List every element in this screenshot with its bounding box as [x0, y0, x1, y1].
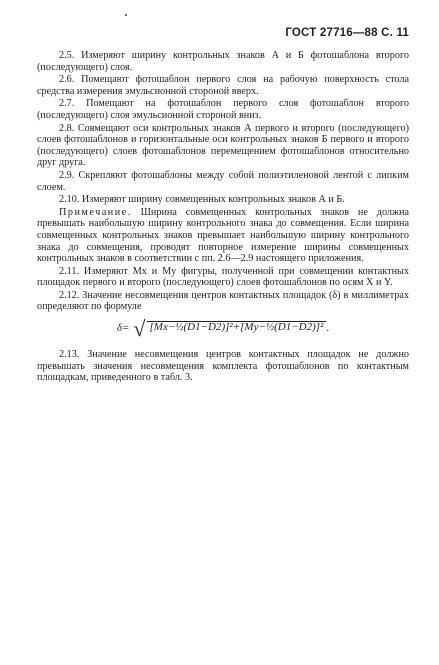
- formula: [37, 316, 409, 342]
- formula-end: .: [326, 322, 330, 335]
- paragraph-2-9: 2.9. Скрепляют фотошаблоны между собой полиэтиленовой лентой с липким слоем.: [37, 169, 409, 193]
- paragraph-2-8: 2.8. Совмещают оси контрольных знаков А первого и второго (последующего) слоев фотошаблонов и горизонтальные оси контрольных знаков Б первого и второго (последующего) слоев фотошаблонов перемещением фотошаблонов относительно друг друга.: [37, 122, 409, 169]
- paragraph-2-6: 2.6. Помещают фотошаблон первого слоя на рабочую поверхность стола средства измерения эмульсионной стороной вверх.: [37, 74, 409, 97]
- paragraph-2-12: 2.12. Значение несовмещения центров контактных площадок (δ) в миллиметрах определяют по формуле: [37, 289, 409, 313]
- formula-body: [Mx−½(D1−D2)]²+[My−½(D1−D2)]²: [147, 321, 327, 337]
- paragraph-2-10: 2.10. Измеряют ширину совмещенных контрольных знаков А и Б.: [59, 194, 345, 206]
- radical-sign-icon: √: [133, 316, 146, 342]
- note-body: Ширина совмещенных контрольных знаков не должна превышать наибольшую ширину контрольного знака до совмещения. Если ширина совмещенных контрольных знаков превышает наибольшую ширину контрольного знака до совмещения, проводят повторное измерение ширины совмещенных контрольных знаков в соответствии с пп. 2.6—2.9 настоящего приложения.: [37, 206, 409, 265]
- paragraph-2-5: 2.5. Измеряют ширину контрольных знаков А и Б фотошаблона второго (последующего) слоя.: [37, 50, 409, 73]
- scan-speck: [125, 14, 127, 16]
- note-lead: Примечание.: [59, 206, 132, 218]
- formula-lhs: δ=: [116, 322, 130, 335]
- formula-radical: [133, 316, 326, 342]
- paragraph-2-11: 2.11. Измеряют Mx и My фигуры, полученной при совмещении контактных площадок первого и второго (последующего) слоев фотошаблонов по осям X и Y.: [37, 265, 409, 289]
- body-text: [37, 50, 409, 385]
- page-header: ГОСТ 27716—88 С. 11: [285, 27, 409, 39]
- paragraph-2-13: 2.13. Значение несовмещения центров контактных площадок не должно превышать значения несовмещения комплекта фотошаблонов по контактным площадкам, приведенного в табл. 3.: [37, 349, 409, 384]
- paragraph-2-7: 2.7. Помещают на фотошаблон первого слоя фотошаблон второго (последующего) слоя эмульсионной стороной вниз.: [37, 98, 409, 121]
- note-paragraph: [37, 207, 409, 265]
